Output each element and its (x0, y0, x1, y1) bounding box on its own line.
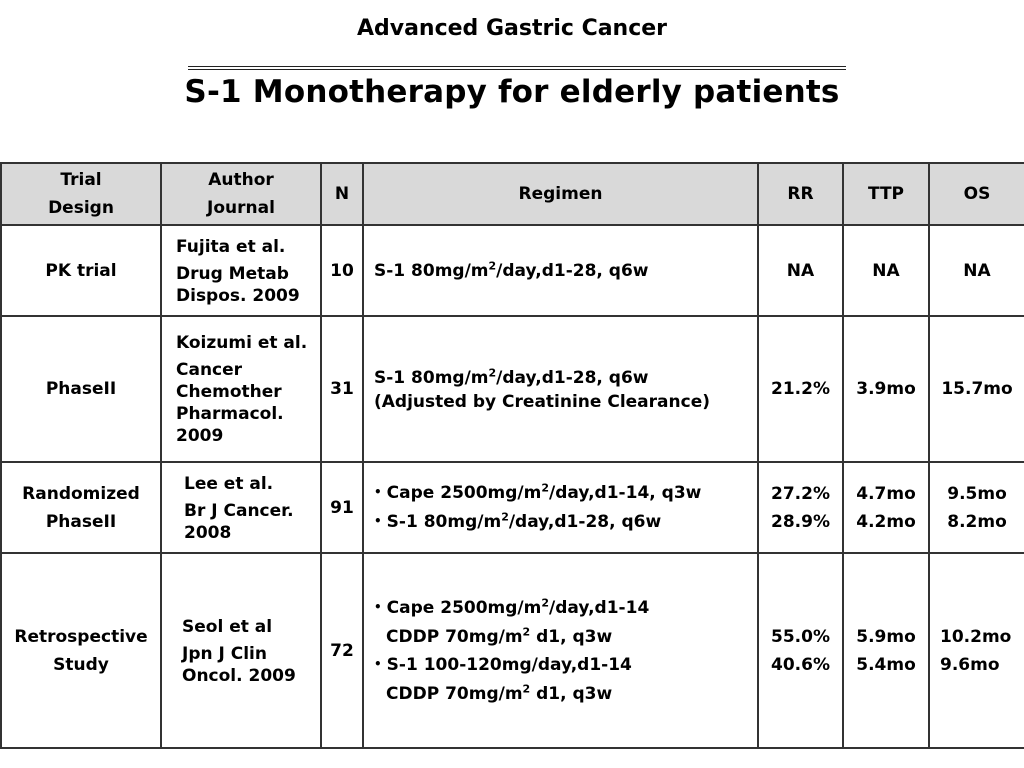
cell-os: 15.7mo (929, 316, 1024, 462)
cell-regimen: S-1 $80mg/m^2/day,d1-28$, q6w (Adjusted by Creatinine Clearance) (363, 316, 758, 462)
cell-ttp: 3.9mo (843, 316, 929, 462)
table-header-row (1, 163, 1024, 225)
bullet-icon (374, 512, 387, 532)
cell-trial-design: PK trial (1, 225, 161, 316)
table-row (1, 225, 1024, 316)
cell-n: 10 (321, 225, 363, 316)
cell-ttp: 5.9mo 5.4mo (843, 553, 929, 748)
cell-author-journal: Fujita et al. Drug Metab Dispos. 2009 (161, 225, 321, 316)
header-os: OS (929, 163, 1024, 225)
cell-trial-design: Retrospective Study (1, 553, 161, 748)
title-divider (188, 66, 846, 70)
cell-ttp: NA (843, 225, 929, 316)
header-author-journal: Author Journal (161, 163, 321, 225)
cell-regimen: • Cape $2500mg/m^2/day,d1-14$, q3w • S-1 $80mg/m^2/day,d1-28$, q6w (363, 462, 758, 553)
header-ttp: TTP (843, 163, 929, 225)
section-title: Advanced Gastric Cancer (356, 16, 668, 41)
cell-trial-design: PhaseII (1, 316, 161, 462)
header-rr: RR (758, 163, 843, 225)
header-n: N (321, 163, 363, 225)
cell-rr: NA (758, 225, 843, 316)
header-trial-design: Trial Design (1, 163, 161, 225)
page-title: S-1 Monotherapy for elderly patients (184, 74, 840, 110)
cell-n: 31 (321, 316, 363, 462)
cell-author-journal: Seol et al Jpn J Clin Oncol. 2009 (161, 553, 321, 748)
cell-n: 91 (321, 462, 363, 553)
cell-trial-design: Randomized PhaseII (1, 462, 161, 553)
header-regimen: Regimen (363, 163, 758, 225)
table-row (1, 462, 1024, 553)
cell-rr: 55.0% 40.6% (758, 553, 843, 748)
cell-author-journal: Koizumi et al. Cancer Chemother Pharmacol. 2009 (161, 316, 321, 462)
cell-ttp: 4.7mo 4.2mo (843, 462, 929, 553)
cell-author-journal: Lee et al. Br J Cancer. 2008 (161, 462, 321, 553)
cell-os: 9.5mo 8.2mo (929, 462, 1024, 553)
bullet-icon (374, 483, 387, 503)
table-row (1, 316, 1024, 462)
table-row (1, 553, 1024, 748)
trials-table (0, 162, 1024, 749)
bullet-icon (374, 598, 387, 618)
cell-os: 10.2mo 9.6mo (929, 553, 1024, 748)
cell-regimen: • Cape $2500mg/m^2/day,d1-14$ CDDP $70mg/m^2$ d1, q3w • S-1 100-120mg/day,d1-14 CDDP $70mg/m^2$ d1, q3w (363, 553, 758, 748)
cell-os: NA (929, 225, 1024, 316)
bullet-icon (374, 655, 387, 675)
cell-rr: 27.2% 28.9% (758, 462, 843, 553)
cell-rr: 21.2% (758, 316, 843, 462)
cell-n: 72 (321, 553, 363, 748)
cell-regimen: S-1 $80mg/m^2/day,d1-28$, q6w (363, 225, 758, 316)
slide-header (0, 0, 1024, 130)
